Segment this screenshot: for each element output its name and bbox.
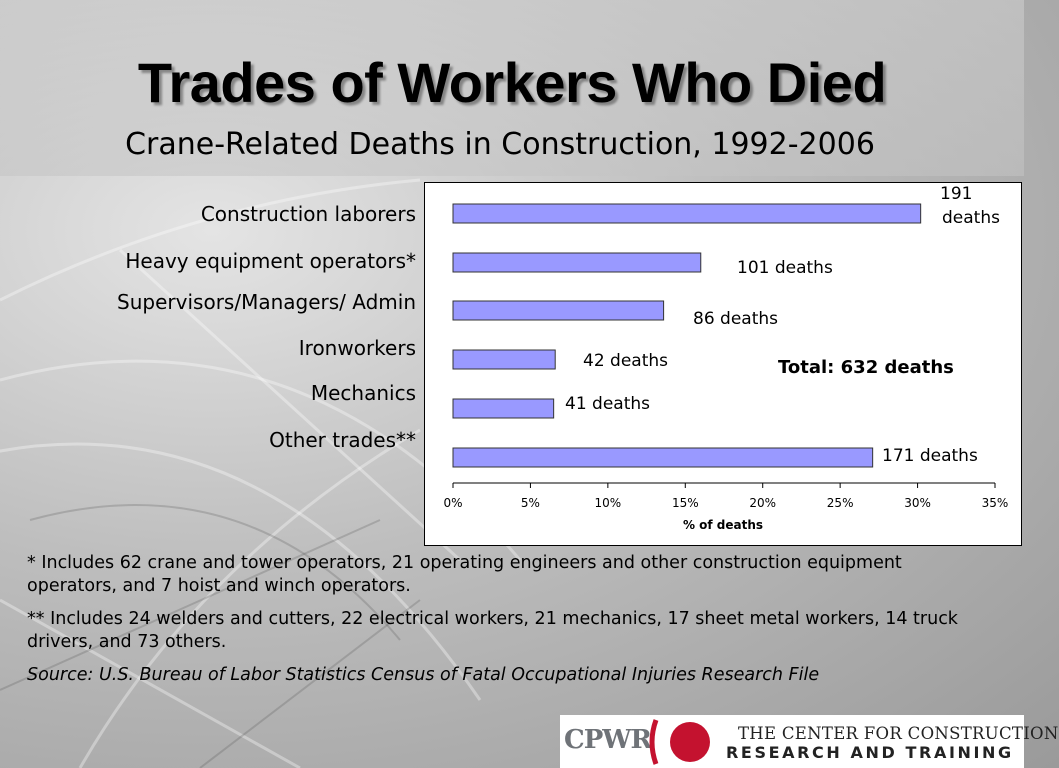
logo-line-2: RESEARCH AND TRAINING [726, 743, 1014, 762]
data-label-1: 101 deaths [737, 258, 833, 278]
bar-4 [453, 399, 554, 418]
logo-short: CPWR [564, 725, 652, 755]
category-label-5: Other trades** [269, 428, 416, 452]
category-label-2: Supervisors/Managers/ Admin [117, 290, 416, 314]
bar-1 [453, 253, 701, 272]
category-label-0: Construction laborers [200, 202, 416, 226]
footnotes [27, 552, 987, 697]
x-tick-label-5: 25% [826, 496, 854, 510]
category-label-4: Mechanics [310, 381, 416, 405]
footnote-1: * Includes 62 crane and tower operators, 21 operating engineers and other construction equipment operators, and 7 hoist and winch operators. [27, 553, 902, 596]
source-note: Source: U.S. Bureau of Labor Statistics Census of Fatal Occupational Injuries Research File [27, 665, 820, 685]
x-tick-label-2: 10% [594, 496, 622, 510]
x-tick-label-4: 20% [749, 496, 777, 510]
page-subtitle: Crane-Related Deaths in Construction, 1992-2006 [125, 127, 875, 162]
page-title: Trades of Workers Who Died [137, 51, 887, 114]
x-tick-label-6: 30% [904, 496, 931, 510]
data-label-0: 191 deaths [940, 184, 1000, 228]
data-label-4: 41 deaths [565, 394, 650, 414]
cpwr-logo [560, 715, 1059, 768]
data-label-3: 42 deaths [583, 351, 668, 371]
logo-line-1: THE CENTER FOR CONSTRUCTION [738, 724, 1059, 743]
logo-mark-icon [646, 717, 718, 767]
x-tick-label-7: 35% [981, 496, 1009, 510]
category-label-3: Ironworkers [298, 336, 416, 360]
x-tick-label-3: 15% [671, 496, 699, 510]
bar-0 [453, 204, 921, 223]
category-label-1: Heavy equipment operators* [125, 249, 416, 273]
bar-3 [453, 350, 555, 369]
footnote-2: ** Includes 24 welders and cutters, 22 electrical workers, 21 mechanics, 17 sheet metal workers, 14 truck drivers, and 73 others. [27, 609, 958, 652]
data-label-2: 86 deaths [693, 309, 778, 329]
x-tick-label-0: 0% [443, 496, 463, 510]
data-label-5: 171 deaths [882, 446, 978, 466]
total-deaths-label: Total: 632 deaths [778, 357, 954, 378]
bar-5 [453, 448, 873, 467]
bar-2 [453, 301, 664, 320]
x-tick-label-1: 5% [520, 496, 540, 510]
x-axis-label: % of deaths [682, 518, 764, 532]
